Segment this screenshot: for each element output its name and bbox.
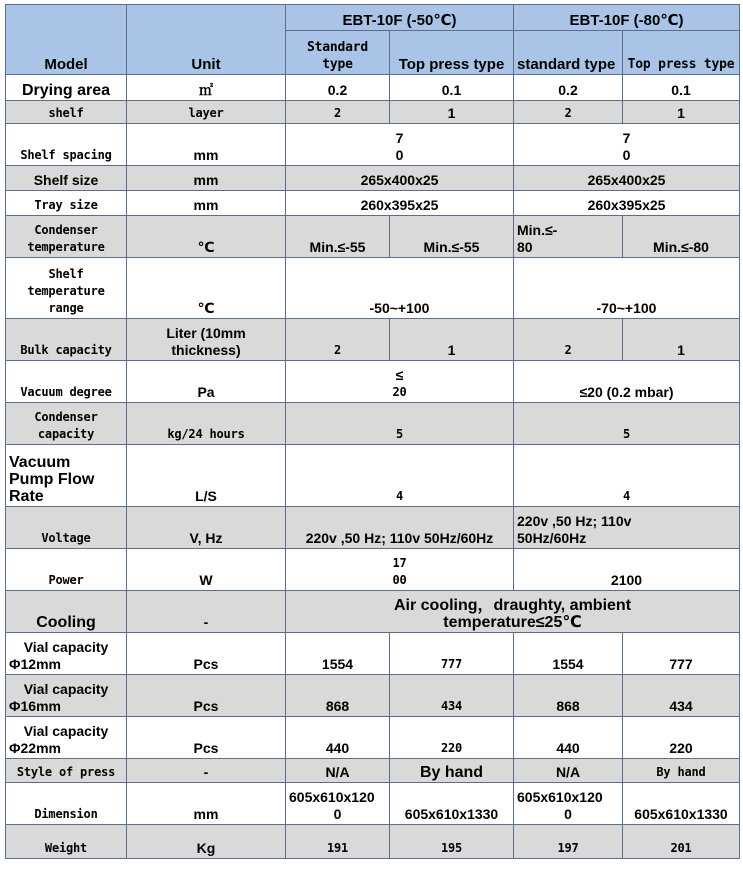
unit-vacuum-pump-flow-rate: L/S (127, 445, 286, 507)
value-condenser-temperature-a2: Min.≤-55 (390, 216, 514, 258)
header-model-a: EBT-10F (-50℃) (286, 5, 514, 31)
value-shelf-b2: 1 (623, 101, 740, 124)
label-vial-12mm (6, 633, 127, 675)
value-shelf-temperature-range-b: -70~+100 (514, 258, 740, 319)
value-vial-16mm-b1: 868 (514, 675, 623, 717)
unit-shelf-spacing: mm (127, 124, 286, 166)
row-vial-16mm (6, 675, 740, 717)
row-vial-22mm (6, 717, 740, 759)
value-dimension-b1-line1: 605x610x120 (517, 789, 603, 805)
header-row-1 (6, 5, 740, 31)
row-shelf-size (6, 166, 740, 191)
row-condenser-temperature (6, 216, 740, 258)
value-bulk-capacity-a2: 1 (390, 319, 514, 361)
label-voltage: Voltage (6, 507, 127, 549)
row-vacuum-pump-flow-rate (6, 445, 740, 507)
label-shelf-temperature-line1: Shelf (48, 267, 84, 281)
label-weight: Weight (6, 825, 127, 859)
value-drying-area-b2: 0.1 (623, 75, 740, 101)
value-weight-b2: 201 (623, 825, 740, 859)
row-style-of-press (6, 759, 740, 783)
label-style-of-press: Style of press (6, 759, 127, 783)
header-b-top-press: Top press type (623, 31, 740, 75)
header-model: Model (6, 5, 127, 75)
row-power (6, 549, 740, 591)
row-shelf (6, 101, 740, 124)
value-vacuum-degree-a-line1: ≤ (395, 367, 404, 383)
label-condenser-temperature (6, 216, 127, 258)
value-style-of-press-b1: N/A (514, 759, 623, 783)
value-power-a-line1: 17 (392, 556, 407, 570)
value-voltage-b (514, 507, 740, 549)
value-shelf-size-b: 265x400x25 (514, 166, 740, 191)
row-shelf-temperature-range (6, 258, 740, 319)
unit-condenser-capacity: kg/24 hours (127, 403, 286, 445)
value-dimension-b1-line2: 0 (564, 806, 572, 822)
value-style-of-press-b2: By hand (623, 759, 740, 783)
value-dimension-a1-line1: 605x610x120 (289, 789, 375, 805)
value-vial-12mm-b1: 1554 (514, 633, 623, 675)
unit-vial-22mm: Pcs (127, 717, 286, 759)
value-weight-a1: 191 (286, 825, 390, 859)
value-shelf-a1: 2 (286, 101, 390, 124)
value-vacuum-pump-flow-rate-a: 4 (286, 445, 514, 507)
value-vial-22mm-a1: 440 (286, 717, 390, 759)
value-shelf-spacing-b-line1: 7 (622, 130, 631, 146)
value-cooling (286, 591, 740, 633)
label-shelf-spacing: Shelf spacing (6, 124, 127, 166)
value-condenser-temperature-b2: Min.≤-80 (623, 216, 740, 258)
value-shelf-spacing-a-line1: 7 (395, 130, 404, 146)
unit-voltage: V, Hz (127, 507, 286, 549)
unit-vial-12mm: Pcs (127, 633, 286, 675)
unit-bulk-capacity-line2: thickness) (171, 342, 241, 358)
row-tray-size (6, 191, 740, 216)
value-voltage-b-line2: 50Hz/60Hz (517, 530, 587, 546)
label-vacuum-pump-line1: Vacuum (9, 454, 71, 471)
unit-shelf-size: mm (127, 166, 286, 191)
value-dimension-a1 (286, 783, 390, 825)
value-condenser-capacity-b: 5 (514, 403, 740, 445)
row-shelf-spacing (6, 124, 740, 166)
spec-table-wrapper (5, 4, 740, 859)
header-unit: Unit (127, 5, 286, 75)
value-vial-16mm-a2: 434 (390, 675, 514, 717)
label-vacuum-pump-line2: Pump Flow (9, 471, 95, 488)
unit-bulk-capacity (127, 319, 286, 361)
header-model-b: EBT-10F (-80℃) (514, 5, 740, 31)
value-style-of-press-a1: N/A (286, 759, 390, 783)
label-shelf-temperature-line2: temperature (27, 284, 105, 298)
label-shelf-size: Shelf size (6, 166, 127, 191)
label-shelf-temperature-line3: range (48, 301, 84, 315)
unit-shelf: layer (127, 101, 286, 124)
value-vacuum-pump-flow-rate-b: 4 (514, 445, 740, 507)
label-condenser-capacity-line2: capacity (37, 427, 95, 441)
unit-dimension: mm (127, 783, 286, 825)
value-power-a (286, 549, 514, 591)
value-voltage-b-line1: 220v ,50 Hz; 110v (517, 513, 632, 529)
value-vacuum-degree-a-line2: 20 (392, 385, 407, 399)
label-vial-12mm-line1: Vial capacity (23, 639, 109, 655)
unit-bulk-capacity-line1: Liter (10mm (166, 325, 246, 341)
value-vial-12mm-a2: 777 (390, 633, 514, 675)
value-vial-22mm-a2: 220 (390, 717, 514, 759)
value-condenser-temperature-a1: Min.≤-55 (286, 216, 390, 258)
label-vial-16mm-line2: Φ16mm (9, 698, 61, 714)
row-dimension (6, 783, 740, 825)
value-vacuum-degree-a (286, 361, 514, 403)
value-shelf-b1: 2 (514, 101, 623, 124)
label-shelf-temperature-range (6, 258, 127, 319)
label-vacuum-degree: Vacuum degree (6, 361, 127, 403)
value-shelf-spacing-a (286, 124, 514, 166)
value-vial-16mm-b2: 434 (623, 675, 740, 717)
unit-shelf-temperature-range: ℃ (127, 258, 286, 319)
value-dimension-b1 (514, 783, 623, 825)
value-bulk-capacity-b2: 1 (623, 319, 740, 361)
unit-style-of-press: - (127, 759, 286, 783)
value-power-a-line2: 00 (392, 573, 407, 587)
value-vial-22mm-b1: 440 (514, 717, 623, 759)
spec-table (5, 4, 740, 859)
value-cooling-line2: temperature≤25℃ (443, 614, 582, 631)
label-power: Power (6, 549, 127, 591)
label-bulk-capacity: Bulk capacity (6, 319, 127, 361)
value-shelf-spacing-b-line2: 0 (622, 147, 631, 163)
value-dimension-a2: 605x610x1330 (390, 783, 514, 825)
label-vial-22mm-line2: Φ22mm (9, 740, 61, 756)
label-drying-area: Drying area (6, 75, 127, 101)
value-dimension-a1-line2: 0 (333, 806, 342, 822)
value-condenser-temperature-b1 (514, 216, 623, 258)
value-weight-b1: 197 (514, 825, 623, 859)
label-vial-16mm (6, 675, 127, 717)
unit-power: W (127, 549, 286, 591)
label-vial-12mm-line2: Φ12mm (9, 656, 61, 672)
label-dimension: Dimension (6, 783, 127, 825)
unit-cooling: - (127, 591, 286, 633)
value-dimension-b2: 605x610x1330 (623, 783, 740, 825)
row-vial-12mm (6, 633, 740, 675)
label-shelf: shelf (6, 101, 127, 124)
unit-condenser-temperature: ℃ (127, 216, 286, 258)
value-vial-12mm-a1: 1554 (286, 633, 390, 675)
label-vial-22mm-line1: Vial capacity (23, 723, 109, 739)
label-condenser-temperature-line1: Condenser (34, 223, 98, 237)
header-a-top-press: Top press type (390, 31, 514, 75)
label-cooling: Cooling (6, 591, 127, 633)
value-drying-area-a2: 0.1 (390, 75, 514, 101)
value-vial-22mm-b2: 220 (623, 717, 740, 759)
value-shelf-temperature-range-a: -50~+100 (286, 258, 514, 319)
unit-drying-area: ㎡ (127, 75, 286, 101)
value-drying-area-a1: 0.2 (286, 75, 390, 101)
unit-weight: Kg (127, 825, 286, 859)
value-voltage-a: 220v ,50 Hz; 110v 50Hz/60Hz (286, 507, 514, 549)
value-shelf-size-a: 265x400x25 (286, 166, 514, 191)
label-vial-22mm (6, 717, 127, 759)
row-bulk-capacity (6, 319, 740, 361)
row-vacuum-degree (6, 361, 740, 403)
value-tray-size-a: 260x395x25 (286, 191, 514, 216)
value-vial-12mm-b2: 777 (623, 633, 740, 675)
row-condenser-capacity (6, 403, 740, 445)
value-weight-a2: 195 (390, 825, 514, 859)
label-condenser-capacity (6, 403, 127, 445)
value-bulk-capacity-a1: 2 (286, 319, 390, 361)
label-vial-16mm-line1: Vial capacity (23, 681, 109, 697)
value-condenser-capacity-a: 5 (286, 403, 514, 445)
label-vacuum-pump-line3: Rate (9, 488, 44, 505)
value-power-b: 2100 (514, 549, 740, 591)
value-shelf-spacing-b (514, 124, 740, 166)
value-shelf-spacing-a-line2: 0 (395, 147, 404, 163)
value-style-of-press-a2: By hand (390, 759, 514, 783)
value-bulk-capacity-b1: 2 (514, 319, 623, 361)
label-condenser-temperature-line2: temperature (27, 240, 105, 254)
unit-vacuum-degree: Pa (127, 361, 286, 403)
row-drying-area (6, 75, 740, 101)
value-condenser-temperature-b1-line1: Min.≤- (517, 222, 558, 238)
value-vial-16mm-a1: 868 (286, 675, 390, 717)
row-cooling (6, 591, 740, 633)
unit-tray-size: mm (127, 191, 286, 216)
unit-vial-16mm: Pcs (127, 675, 286, 717)
row-weight (6, 825, 740, 859)
label-condenser-capacity-line1: Condenser (34, 410, 98, 424)
label-tray-size: Tray size (6, 191, 127, 216)
label-vacuum-pump-flow-rate (6, 445, 127, 507)
value-condenser-temperature-b1-line2: 80 (517, 239, 533, 255)
row-voltage (6, 507, 740, 549)
header-a-standard: Standard type (286, 31, 390, 75)
value-tray-size-b: 260x395x25 (514, 191, 740, 216)
value-vacuum-degree-b: ≤20 (0.2 mbar) (514, 361, 740, 403)
value-shelf-a2: 1 (390, 101, 514, 124)
header-b-standard: standard type (514, 31, 623, 75)
value-cooling-line1: Air cooling，draughty, ambient (393, 597, 632, 614)
value-drying-area-b1: 0.2 (514, 75, 623, 101)
